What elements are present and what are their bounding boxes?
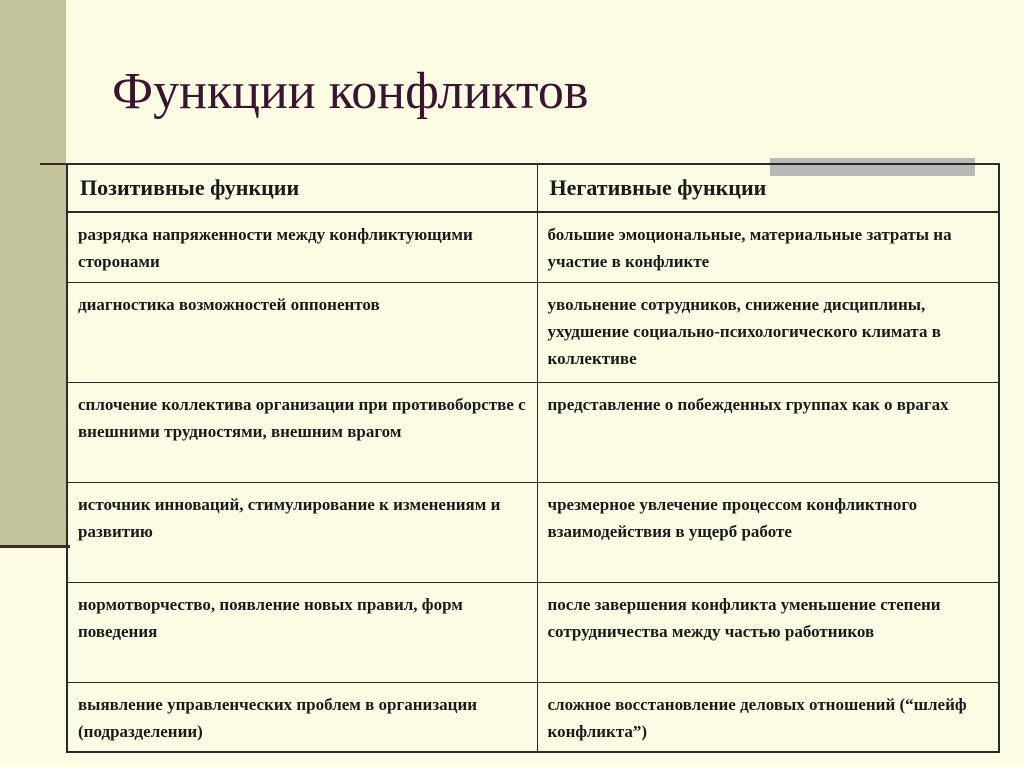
negative-function-cell: представление о побежденных группах как о врагах <box>537 382 999 482</box>
table-row <box>67 482 999 582</box>
negative-function-cell: чрезмерное увлечение процессом конфликтного взаимодействия в ущерб работе <box>537 482 999 582</box>
negative-function-cell: сложное восстановление деловых отношений (“шлейф конфликта”) <box>537 682 999 752</box>
positive-function-cell: выявление управленческих проблем в организации (подразделении) <box>67 682 537 752</box>
table-row <box>67 282 999 382</box>
table-row <box>67 682 999 752</box>
negative-function-cell: большие эмоциональные, материальные затраты на участие в конфликте <box>537 212 999 282</box>
table-row <box>67 212 999 282</box>
decorative-rule-bottom <box>0 545 70 548</box>
positive-function-cell: нормотворчество, появление новых правил, форм поведения <box>67 582 537 682</box>
header-positive-functions: Позитивные функции <box>67 164 537 212</box>
positive-function-cell: источник инноваций, стимулирование к изменениям и развитию <box>67 482 537 582</box>
negative-function-cell: увольнение сотрудников, снижение дисциплины, ухудшение социально-психологического климата в коллективе <box>537 282 999 382</box>
positive-function-cell: диагностика возможностей оппонентов <box>67 282 537 382</box>
table-row <box>67 582 999 682</box>
header-negative-functions: Негативные функции <box>537 164 999 212</box>
table-header-row <box>67 164 999 212</box>
positive-function-cell: сплочение коллектива организации при противоборстве с внешними трудностями, внешним врагом <box>67 382 537 482</box>
slide-title: Функции конфликтов <box>112 63 589 120</box>
table-row <box>67 382 999 482</box>
functions-table <box>66 163 1000 753</box>
positive-function-cell: разрядка напряженности между конфликтующими сторонами <box>67 212 537 282</box>
decorative-left-band <box>0 0 66 546</box>
negative-function-cell: после завершения конфликта уменьшение степени сотрудничества между частью работников <box>537 582 999 682</box>
